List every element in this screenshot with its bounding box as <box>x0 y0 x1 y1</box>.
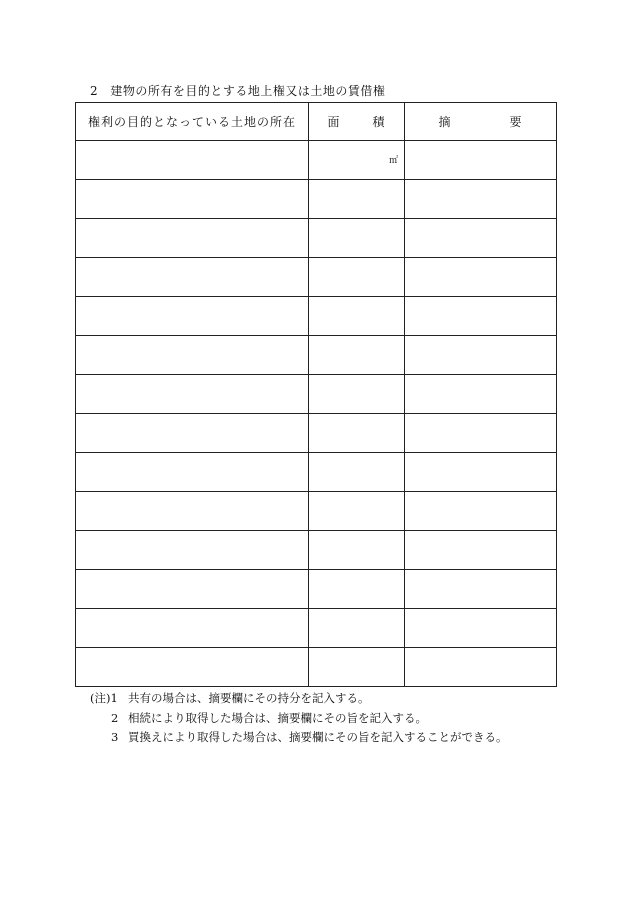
table-row <box>76 258 557 297</box>
cell-remarks[interactable] <box>405 141 557 180</box>
table-row <box>76 492 557 531</box>
table-header-row <box>76 103 557 141</box>
table-row <box>76 141 557 180</box>
cell-location[interactable] <box>76 609 309 648</box>
cell-remarks[interactable] <box>405 180 557 219</box>
header-area-label-right: 積 <box>372 115 386 129</box>
header-area <box>309 103 405 141</box>
cell-area[interactable] <box>309 258 405 297</box>
cell-remarks[interactable] <box>405 258 557 297</box>
cell-location[interactable] <box>76 375 309 414</box>
cell-remarks[interactable] <box>405 492 557 531</box>
table-row <box>76 180 557 219</box>
cell-location[interactable] <box>76 180 309 219</box>
cell-remarks[interactable] <box>405 414 557 453</box>
cell-area[interactable] <box>309 336 405 375</box>
cell-remarks[interactable] <box>405 375 557 414</box>
header-remarks-label-left: 摘 <box>438 115 452 129</box>
section-title <box>90 82 385 99</box>
note-2-text: 相続により取得した場合は、摘要欄にその旨を記入する。 <box>128 710 427 725</box>
header-location <box>76 103 309 141</box>
cell-location[interactable] <box>76 531 309 570</box>
cell-remarks[interactable] <box>405 570 557 609</box>
cell-area[interactable] <box>309 531 405 570</box>
cell-area[interactable] <box>309 375 405 414</box>
cell-remarks[interactable] <box>405 609 557 648</box>
cell-remarks[interactable] <box>405 219 557 258</box>
section-title-text: 建物の所有を目的とする地上権又は土地の賃借権 <box>110 84 386 98</box>
table-row <box>76 570 557 609</box>
cell-area[interactable] <box>309 453 405 492</box>
note-2 <box>90 709 508 729</box>
note-2-lead: 2 <box>111 710 119 725</box>
note-1-text: 共有の場合は、摘要欄にその持分を記入する。 <box>128 691 370 705</box>
table-row <box>76 414 557 453</box>
header-remarks <box>405 103 557 141</box>
header-area-label-left: 面 <box>327 115 341 129</box>
note-3 <box>90 728 508 748</box>
note-1 <box>90 689 508 709</box>
table-row <box>76 219 557 258</box>
cell-location[interactable] <box>76 297 309 336</box>
table-row <box>76 648 557 687</box>
area-unit-label: ㎡ <box>388 156 398 166</box>
cell-location[interactable] <box>76 492 309 531</box>
table-row <box>76 336 557 375</box>
cell-area[interactable] <box>309 492 405 531</box>
note-3-text: 買換えにより取得した場合は、摘要欄にその旨を記入することができる。 <box>128 730 508 744</box>
notes <box>90 689 508 748</box>
cell-remarks[interactable] <box>405 531 557 570</box>
section-number: 2 <box>90 84 99 98</box>
table-row <box>76 375 557 414</box>
cell-area[interactable] <box>309 219 405 258</box>
cell-remarks[interactable] <box>405 648 557 687</box>
cell-location[interactable] <box>76 570 309 609</box>
cell-location[interactable] <box>76 453 309 492</box>
cell-remarks[interactable] <box>405 336 557 375</box>
cell-remarks[interactable] <box>405 297 557 336</box>
table-row <box>76 609 557 648</box>
cell-area[interactable] <box>309 609 405 648</box>
land-rights-table <box>75 102 557 687</box>
note-3-lead: 3 <box>111 730 119 744</box>
cell-location[interactable] <box>76 141 309 180</box>
cell-area[interactable] <box>309 180 405 219</box>
cell-area[interactable] <box>309 570 405 609</box>
table-row <box>76 297 557 336</box>
cell-location[interactable] <box>76 336 309 375</box>
table-row <box>76 531 557 570</box>
cell-area[interactable] <box>309 141 405 180</box>
cell-area[interactable] <box>309 648 405 687</box>
table-row <box>76 453 557 492</box>
cell-location[interactable] <box>76 414 309 453</box>
cell-remarks[interactable] <box>405 453 557 492</box>
note-1-lead: (注)1 <box>90 691 118 705</box>
cell-location[interactable] <box>76 648 309 687</box>
header-location-label: 権利の目的となっている土地の所在 <box>87 115 296 129</box>
header-remarks-label-right: 要 <box>509 115 523 129</box>
cell-area[interactable] <box>309 414 405 453</box>
cell-location[interactable] <box>76 219 309 258</box>
cell-area[interactable] <box>309 297 405 336</box>
cell-location[interactable] <box>76 258 309 297</box>
